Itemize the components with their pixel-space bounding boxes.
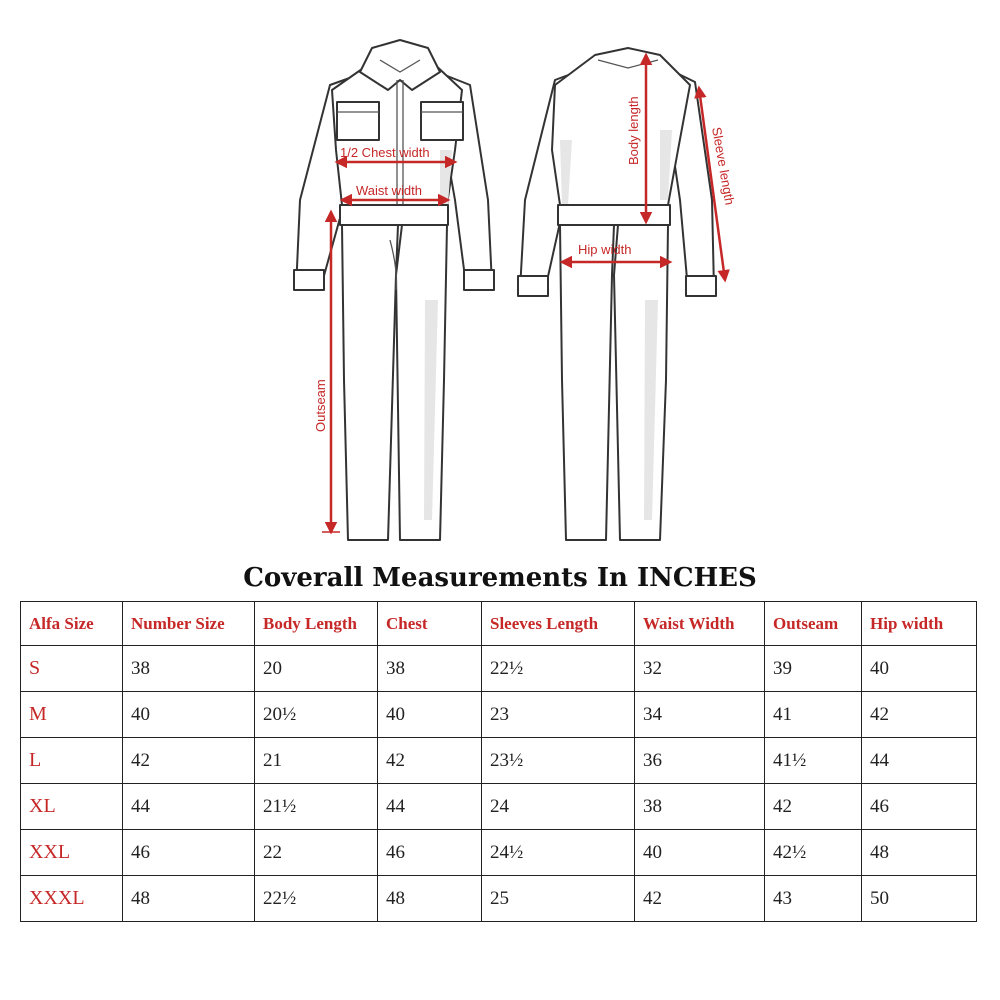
header-outseam: Outseam bbox=[765, 602, 862, 646]
cell-chest: 42 bbox=[378, 738, 482, 784]
header-sleeves-length: Sleeves Length bbox=[482, 602, 635, 646]
header-chest: Chest bbox=[378, 602, 482, 646]
cell-hip-width: 50 bbox=[862, 876, 977, 922]
cell-body-length: 20½ bbox=[255, 692, 378, 738]
header-body-length: Body Length bbox=[255, 602, 378, 646]
cell-number-size: 42 bbox=[123, 738, 255, 784]
cell-alfa-size: M bbox=[21, 692, 123, 738]
cell-hip-width: 42 bbox=[862, 692, 977, 738]
cell-outseam: 41½ bbox=[765, 738, 862, 784]
cell-chest: 38 bbox=[378, 646, 482, 692]
cell-chest: 44 bbox=[378, 784, 482, 830]
cell-chest: 40 bbox=[378, 692, 482, 738]
cell-hip-width: 40 bbox=[862, 646, 977, 692]
table-header-row bbox=[21, 602, 977, 646]
cell-number-size: 46 bbox=[123, 830, 255, 876]
cell-alfa-size: XXL bbox=[21, 830, 123, 876]
cell-waist-width: 38 bbox=[635, 784, 765, 830]
cell-outseam: 39 bbox=[765, 646, 862, 692]
cell-body-length: 22½ bbox=[255, 876, 378, 922]
cell-outseam: 41 bbox=[765, 692, 862, 738]
cell-sleeves-length: 24 bbox=[482, 784, 635, 830]
page-title: Coverall Measurements In INCHES bbox=[243, 563, 757, 593]
cell-body-length: 20 bbox=[255, 646, 378, 692]
table-row bbox=[21, 876, 977, 922]
cell-body-length: 21 bbox=[255, 738, 378, 784]
table-row bbox=[21, 784, 977, 830]
cell-waist-width: 34 bbox=[635, 692, 765, 738]
table-row bbox=[21, 738, 977, 784]
waist-label: Waist width bbox=[356, 183, 422, 198]
table-row bbox=[21, 646, 977, 692]
cell-chest: 46 bbox=[378, 830, 482, 876]
cell-alfa-size: XXXL bbox=[21, 876, 123, 922]
cell-sleeves-length: 23 bbox=[482, 692, 635, 738]
cell-alfa-size: XL bbox=[21, 784, 123, 830]
cell-waist-width: 32 bbox=[635, 646, 765, 692]
cell-sleeves-length: 24½ bbox=[482, 830, 635, 876]
coverall-back-view bbox=[518, 48, 716, 540]
cell-outseam: 42½ bbox=[765, 830, 862, 876]
cell-number-size: 38 bbox=[123, 646, 255, 692]
size-table bbox=[20, 601, 977, 922]
cell-sleeves-length: 23½ bbox=[482, 738, 635, 784]
outseam-label: Outseam bbox=[313, 379, 328, 432]
cell-outseam: 42 bbox=[765, 784, 862, 830]
cell-alfa-size: S bbox=[21, 646, 123, 692]
header-alfa-size: Alfa Size bbox=[21, 602, 123, 646]
cell-number-size: 40 bbox=[123, 692, 255, 738]
cell-alfa-size: L bbox=[21, 738, 123, 784]
cell-hip-width: 48 bbox=[862, 830, 977, 876]
cell-hip-width: 44 bbox=[862, 738, 977, 784]
cell-number-size: 48 bbox=[123, 876, 255, 922]
cell-body-length: 22 bbox=[255, 830, 378, 876]
hip-label: Hip width bbox=[578, 242, 632, 257]
cell-chest: 48 bbox=[378, 876, 482, 922]
table-row bbox=[21, 830, 977, 876]
coverall-front-view bbox=[294, 40, 494, 540]
cell-waist-width: 42 bbox=[635, 876, 765, 922]
cell-body-length: 21½ bbox=[255, 784, 378, 830]
cell-hip-width: 46 bbox=[862, 784, 977, 830]
header-hip-width: Hip width bbox=[862, 602, 977, 646]
table-row bbox=[21, 692, 977, 738]
sleeve-length-label: Sleeve length bbox=[709, 125, 738, 207]
cell-sleeves-length: 25 bbox=[482, 876, 635, 922]
half-chest-label: 1/2 Chest width bbox=[340, 145, 430, 160]
cell-number-size: 44 bbox=[123, 784, 255, 830]
body-length-label: Body length bbox=[626, 96, 641, 165]
cell-waist-width: 40 bbox=[635, 830, 765, 876]
header-number-size: Number Size bbox=[123, 602, 255, 646]
cell-waist-width: 36 bbox=[635, 738, 765, 784]
cell-sleeves-length: 22½ bbox=[482, 646, 635, 692]
header-waist-width: Waist Width bbox=[635, 602, 765, 646]
cell-outseam: 43 bbox=[765, 876, 862, 922]
